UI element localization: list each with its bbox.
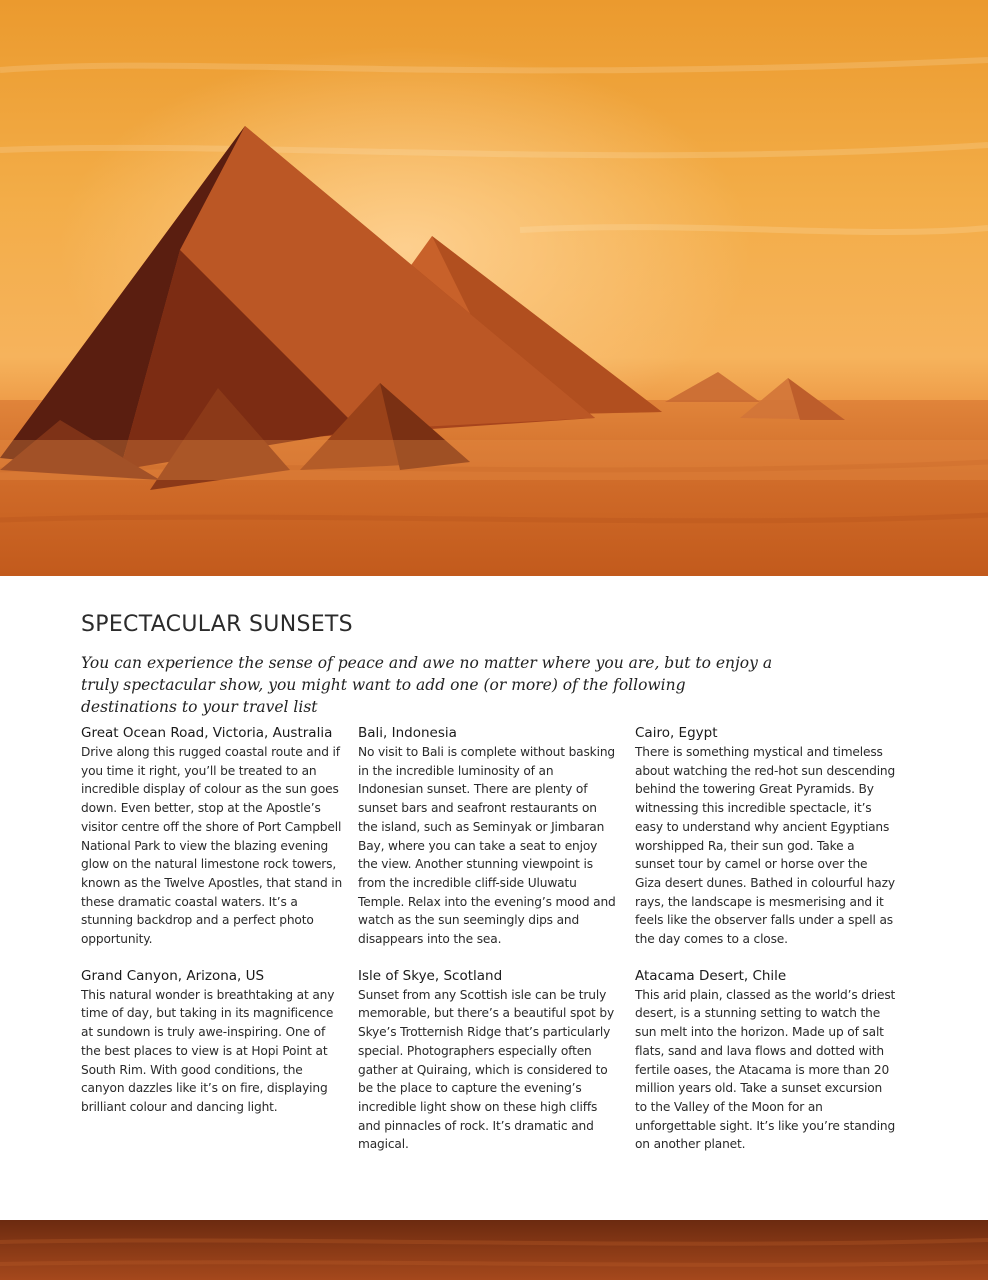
column-right	[635, 724, 897, 1172]
footer-band-image	[0, 1220, 988, 1280]
pyramids-sunset-painting	[0, 0, 988, 576]
section-heading: Bali, Indonesia	[358, 725, 457, 741]
section-cairo	[635, 724, 897, 949]
section-heading: Grand Canyon, Arizona, US	[81, 967, 265, 984]
section-great-ocean-road	[81, 724, 343, 949]
section-body: No visit to Bali is complete without basking in the incredible luminosity of an Indonesian sunset. There are plenty of sunset bars and seafront restaurants on the island, such as Seminyak or Jimbaran Bay, where you can take a seat to enjoy the view. Another stunning viewpoint is from the incredible cliff-side Uluwatu Temple. Relax into the evening’s mood and watch as the sun seemingly dips and disappears into the sea.	[358, 745, 616, 947]
section-body: Drive along this rugged coastal route and if you time it right, you’ll be treated to an incredible display of colour as the sun goes down. Even better, stop at the Apostle’s visitor centre off the shore of Port Campbell National Park to view the blazing evening glow on the natural limestone rock towers, known as the Twelve Apostles, that stand in these dramatic coastal waters. It’s a stunning backdrop and a perfect photo opportunity.	[81, 745, 343, 947]
section-isle-of-skye	[358, 967, 620, 1154]
section-heading: Isle of Skye, Scotland	[358, 967, 503, 984]
desert-band-painting	[0, 1220, 988, 1280]
section-bali	[358, 724, 620, 949]
section-heading: Atacama Desert, Chile	[635, 967, 787, 984]
intro-text: You can experience the sense of peace and awe no matter where you are, but to enjoy a truly spectacular show, you might want to add one (or more) of the following destinations to your travel list	[81, 654, 773, 716]
section-body: This arid plain, classed as the world’s driest desert, is a stunning setting to watch the sun melt into the horizon. Made up of salt flats, sand and lava flows and dotted with fertile oases, the Atacama is more than 20 million years old. Take a sunset excursion to the Valley of the Moon for an unforgettable sight. It’s like you’re standing on another planet.	[635, 987, 896, 1152]
section-heading: Cairo, Egypt	[635, 725, 718, 741]
column-left	[81, 724, 343, 1135]
section-body: There is something mystical and timeless about watching the red-hot sun descending behind the towering Great Pyramids. By witnessing this incredible spectacle, it’s easy to understand why ancient Egyptians worshipped Ra, their sun god. Take a sunset tour by camel or horse over the Giza desert dunes. Bathed in colourful hazy rays, the landscape is mesmerising and it feels like the observer falls under a spell as the day comes to a close.	[635, 745, 896, 947]
column-middle	[358, 724, 620, 1172]
section-heading: Great Ocean Road, Victoria, Australia	[81, 725, 333, 741]
section-body: Sunset from any Scottish isle can be truly memorable, but there’s a beautiful spot by Skye’s Trotternish Ridge that’s particularly special. Photographers especially often gather at Quiraing, which is considered to be the place to capture the evening’s incredible light show on these high cliffs and pinnacles of rock. It’s dramatic and magical.	[358, 987, 615, 1152]
section-atacama	[635, 967, 897, 1154]
hero-image	[0, 0, 988, 576]
section-grand-canyon	[81, 967, 343, 1117]
page-title: SPECTACULAR SUNSETS	[81, 612, 353, 637]
section-body: This natural wonder is breathtaking at any time of day, but taking in its magnificence at sundown is truly awe-inspiring. One of the best places to view is at Hopi Point at South Rim. With good conditions, the canyon dazzles like it’s on fire, displaying brilliant colour and dancing light.	[81, 987, 335, 1114]
